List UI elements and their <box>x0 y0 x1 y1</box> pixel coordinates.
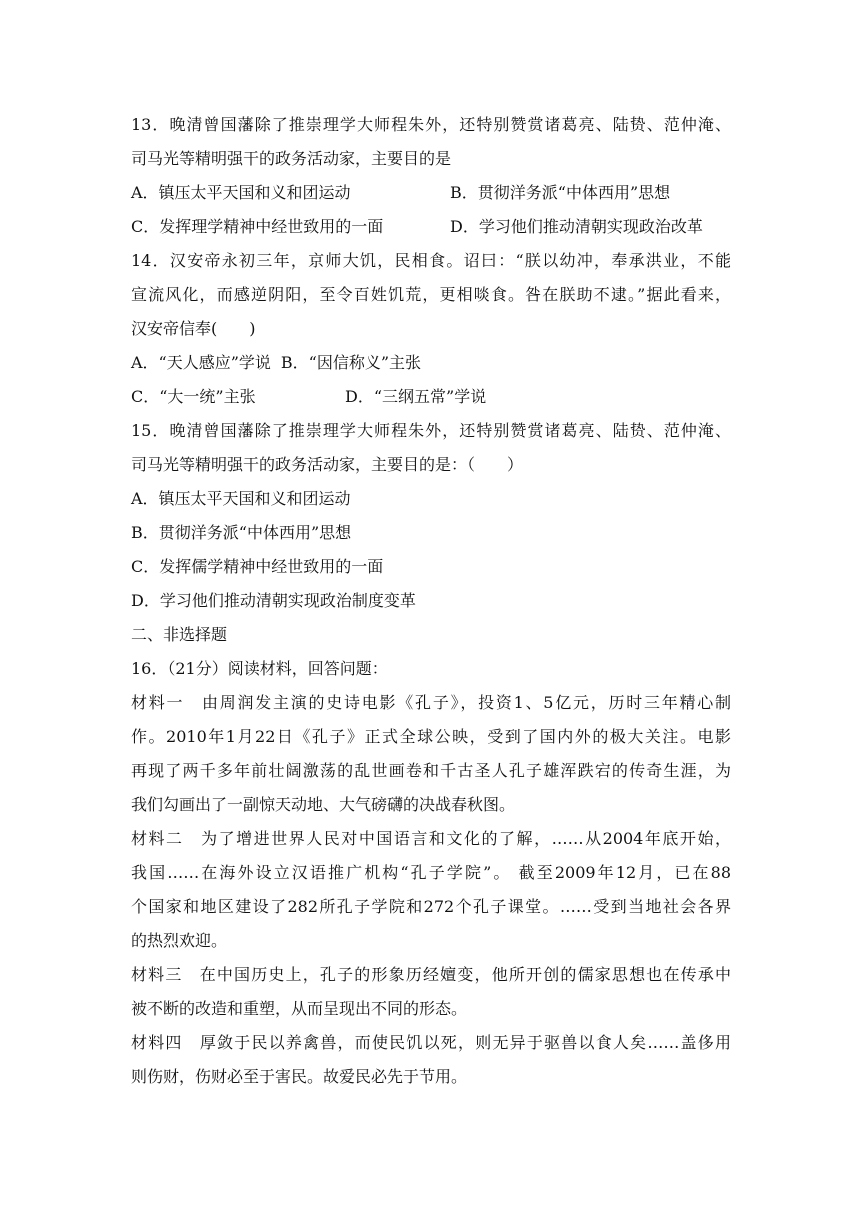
q13-option-a: A．镇压太平天国和义和团运动 <box>131 183 351 202</box>
material-4-line-2: 则伤财，伤财必至于害民。故爱民必先于节用。 <box>131 1067 468 1086</box>
q15-option-c: C．发挥儒学精神中经世致用的一面 <box>131 557 384 576</box>
material-1-line-2: 作。2010年1月22日《孔子》正式全球公映，受到了国内外的极大关注。电影 <box>131 727 731 746</box>
q14-stem-line-1: 14．汉安帝永初三年，京师大饥，民相食。诏曰：“朕以幼冲，奉承洪业，不能 <box>131 251 731 270</box>
q14-option-d: D．“三纲五常”学说 <box>345 387 487 406</box>
material-2-line-2: 我国……在海外设立汉语推广机构“孔子学院”。 截至2009年12月，已在88 <box>131 863 731 882</box>
q14-option-c: C．“大一统”主张 <box>131 387 256 406</box>
material-3-line-2: 被不断的改造和重塑，从而呈现出不同的形态。 <box>131 999 468 1018</box>
material-2-line-1: 材料二 为了增进世界人民对中国语言和文化的了解，……从2004年底开始， <box>131 829 731 848</box>
q13-option-d: D．学习他们推动清朝实现政治改革 <box>450 217 703 236</box>
material-2-line-4: 的热烈欢迎。 <box>131 931 228 950</box>
q13-stem-line-2: 司马光等精明强干的政务活动家，主要目的是 <box>131 149 452 168</box>
material-1-line-1: 材料一 由周润发主演的史诗电影《孔子》，投资1、5亿元，历时三年精心制 <box>131 693 731 712</box>
q15-option-d: D．学习他们推动清朝实现政治制度变革 <box>131 591 416 610</box>
material-4-line-1: 材料四 厚敛于民以养禽兽，而使民饥以死，则无异于驱兽以食人矣……盖侈用 <box>131 1033 731 1052</box>
q13-option-b: B．贯彻洋务派“中体西用”思想 <box>450 183 671 202</box>
q14-option-a: A．“天人感应”学说 <box>131 353 271 372</box>
material-2-line-3: 个国家和地区建设了282所孔子学院和272个孔子课堂。……受到当地社会各界 <box>131 897 731 916</box>
section-heading: 二、非选择题 <box>131 625 228 644</box>
q15-stem-line-2: 司马光等精明强干的政务活动家，主要目的是：（ ） <box>131 455 524 474</box>
q14-stem-line-3: 汉安帝信奉( ) <box>131 319 256 338</box>
q13-stem-line-1: 13．晚清曾国藩除了推崇理学大师程朱外，还特别赞赏诸葛亮、陆贽、范仲淹、 <box>131 115 731 134</box>
q14-options-row-1 <box>131 352 731 374</box>
q15-stem-line-1: 15．晚清曾国藩除了推崇理学大师程朱外，还特别赞赏诸葛亮、陆贽、范仲淹、 <box>131 421 731 440</box>
q13-option-c: C．发挥理学精神中经世致用的一面 <box>131 217 384 236</box>
q14-option-b: B．“因信称义”主张 <box>280 353 422 372</box>
q15-option-b: B．贯彻洋务派“中体西用”思想 <box>131 523 352 542</box>
q15-option-a: A．镇压太平天国和义和团运动 <box>131 489 351 508</box>
material-1-line-4: 我们勾画出了一副惊天动地、大气磅礴的决战春秋图。 <box>131 795 516 814</box>
material-3-line-1: 材料三 在中国历史上，孔子的形象历经嬗变，他所开创的儒家思想也在传承中 <box>131 965 731 984</box>
material-1-line-3: 再现了两千多年前壮阔激荡的乱世画卷和千古圣人孔子雄浑跌宕的传奇生涯，为 <box>131 761 731 780</box>
q14-stem-line-2: 宣流风化，而感逆阴阳，至令百姓饥荒，更相啖食。咎在朕助不逮。”据此看来， <box>131 285 731 304</box>
q16-stem: 16．（21分）阅读材料，回答问题： <box>131 659 388 678</box>
